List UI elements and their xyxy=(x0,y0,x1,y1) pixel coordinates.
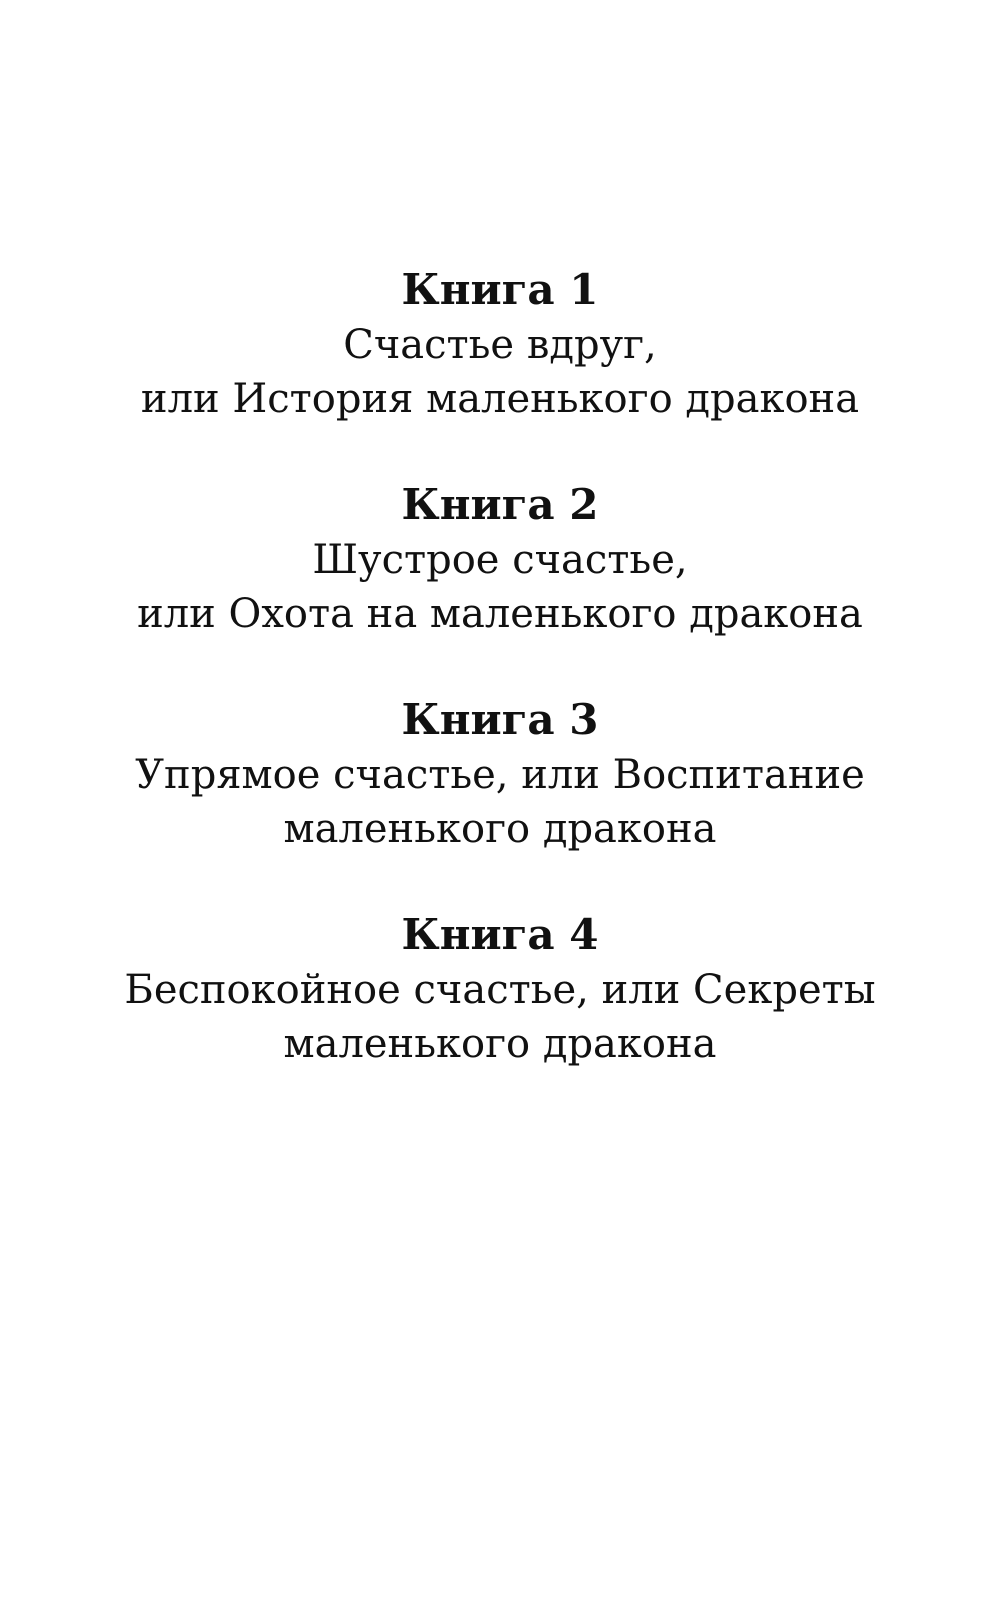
book-title-line: маленького дракона xyxy=(283,806,717,852)
book-title-line: Беспокойное счастье, или Секреты xyxy=(124,967,876,1013)
book-title-line: Счастье вдруг, xyxy=(343,322,657,368)
book-entry-3 xyxy=(0,692,1000,856)
book-title-line: Шустрое счастье, xyxy=(312,537,688,583)
book-entry-1 xyxy=(0,262,1000,426)
book-series-list xyxy=(0,262,1000,1122)
book-title-line: или Охота на маленького дракона xyxy=(137,591,863,637)
book-heading: Книга 3 xyxy=(401,695,599,744)
book-entry-2 xyxy=(0,477,1000,641)
book-title-line: или История маленького дракона xyxy=(140,376,860,422)
book-title-line: Упрямое счастье, или Воспитание xyxy=(135,752,865,798)
book-heading: Книга 1 xyxy=(401,265,599,314)
book-title-line: маленького дракона xyxy=(283,1021,717,1067)
book-heading: Книга 4 xyxy=(401,910,599,959)
book-heading: Книга 2 xyxy=(401,480,599,529)
book-entry-4 xyxy=(0,907,1000,1071)
